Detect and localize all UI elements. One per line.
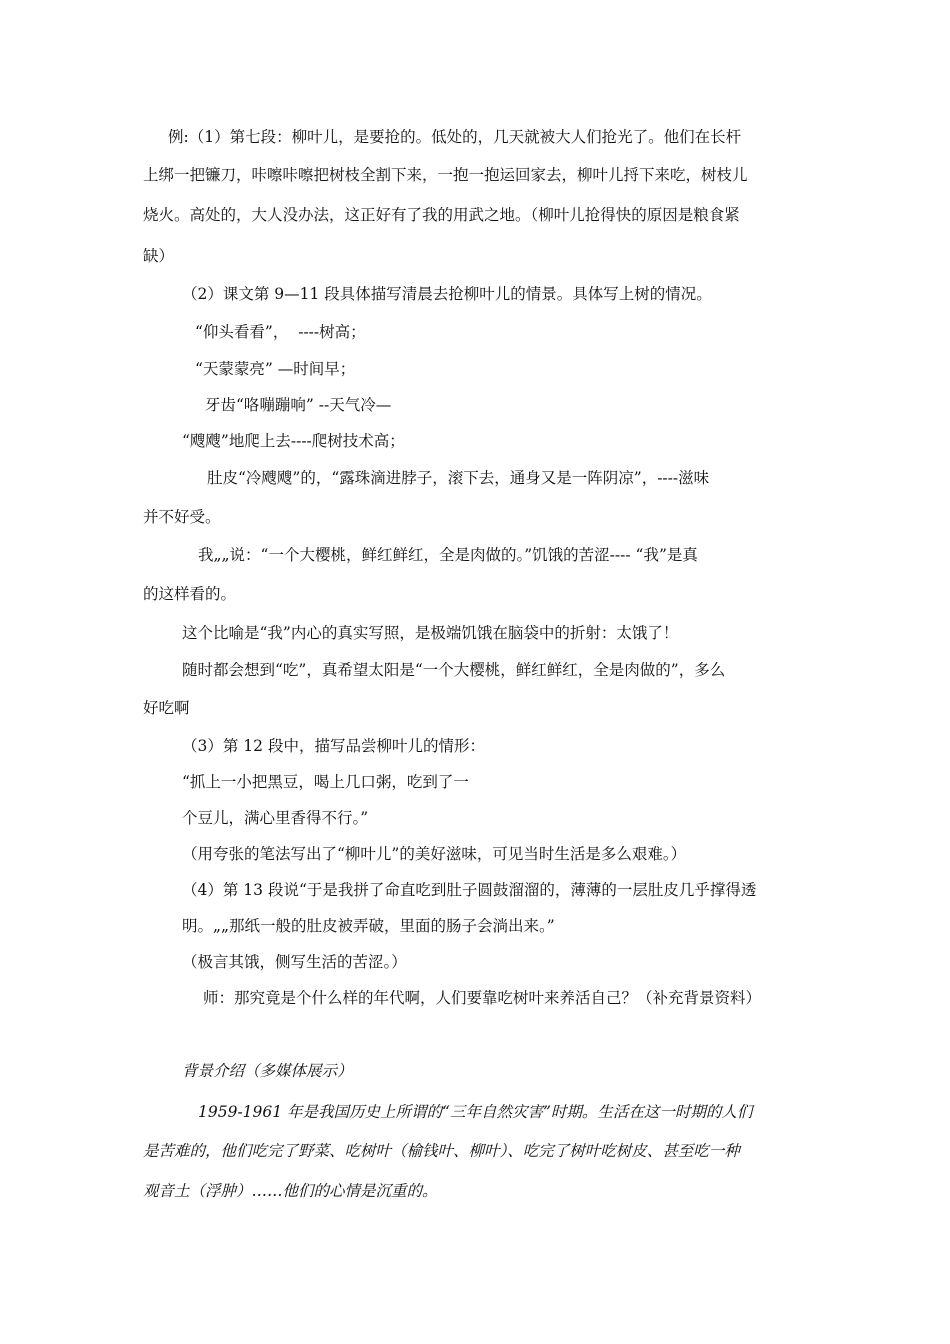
always-line-1: 随时都会想到“吃”，真希望太阳是“一个大樱桃，鲜红鲜红，全是肉做的”，多么 (182, 661, 726, 679)
part2-item-3: 牙齿“咯嘣蹦响” --天气冷— (205, 396, 392, 414)
example-line-3: 烧火。高处的，大人没办法，这正好有了我的用武之地。（柳叶儿抢得快的原因是粮食紧 (143, 206, 740, 224)
part2-item-2: “天蒙蒙亮” —时间早； (195, 360, 356, 378)
wo-said-line-2: 的这样看的。 (143, 585, 237, 603)
part3-quote-2: 个豆儿，满心里香得不行。” (182, 809, 369, 827)
part4-note: （极言其饿，侧写生活的苦涩。） (182, 953, 407, 971)
part2-item-1: “仰头看看”， ----树高； (195, 323, 366, 341)
belly-line-1: 肚皮“冷飕飕”的，“露珠滴进脖子，滚下去，通身又是一阵阴凉”，----滋味 (207, 469, 710, 487)
background-title: 背景介绍（多媒体展示） (182, 1062, 353, 1080)
part4-line-2: 明。„„那纸一般的肚皮被弄破，里面的肠子会淌出来。” (182, 917, 555, 935)
example-line-2: 上绑一把镰刀，咔嚓咔嚓把树枝全割下来，一抱一抱运回家去，柳叶儿捋下来吃，树枝儿 (143, 166, 748, 184)
metaphor-line: 这个比喻是“我”内心的真实写照，是极端饥饿在脑袋中的折射：太饿了！ (182, 624, 679, 642)
background-line-2: 是苦难的，他们吃完了野菜、吃树叶（榆钱叶、柳叶）、吃完了树叶吃树皮、甚至吃一种 (143, 1142, 740, 1160)
part2-heading: （2）课文第 9—11 段具体描写清晨去抢柳叶儿的情景。具体写上树的情况。 (182, 285, 712, 303)
part3-heading: （3）第 12 段中，描写品尝柳叶儿的情形： (182, 737, 485, 755)
background-line-3: 观音土（浮肿）……他们的心情是沉重的。 (143, 1182, 438, 1200)
belly-line-2: 并不好受。 (143, 508, 221, 526)
always-line-2: 好吃啊 (143, 699, 190, 717)
part3-quote-1: “抓上一小把黑豆，喝上几口粥，吃到了一 (182, 773, 469, 791)
background-line-1: 1959-1961 年是我国历史上所谓的“三年自然灾害”时期。生活在这一时期的人们 (198, 1103, 753, 1121)
part2-item-4: “飕飕”地爬上去----爬树技术高； (182, 432, 405, 450)
example-line-1: 例:（1）第七段：柳叶儿，是要抢的。低处的，几天就被大人们抢光了。他们在长杆 (168, 128, 742, 146)
wo-said-line-1: 我„„说：“一个大樱桃，鲜红鲜红，全是肉做的。”饥饿的苦涩---- “我”是真 (198, 546, 698, 564)
part3-note: （用夸张的笔法写出了“柳叶儿”的美好滋味，可见当时生活是多么艰难。） (182, 845, 687, 863)
part4-line-1: （4）第 13 段说“于是我拼了命直吃到肚子圆鼓溜溜的，薄薄的一层肚皮几乎撑得透 (182, 881, 757, 899)
teacher-question: 师：那究竟是个什么样的年代啊，人们要靠吃树叶来养活自己？（补充背景资料） (203, 989, 762, 1007)
example-line-4: 缺） (143, 247, 175, 265)
